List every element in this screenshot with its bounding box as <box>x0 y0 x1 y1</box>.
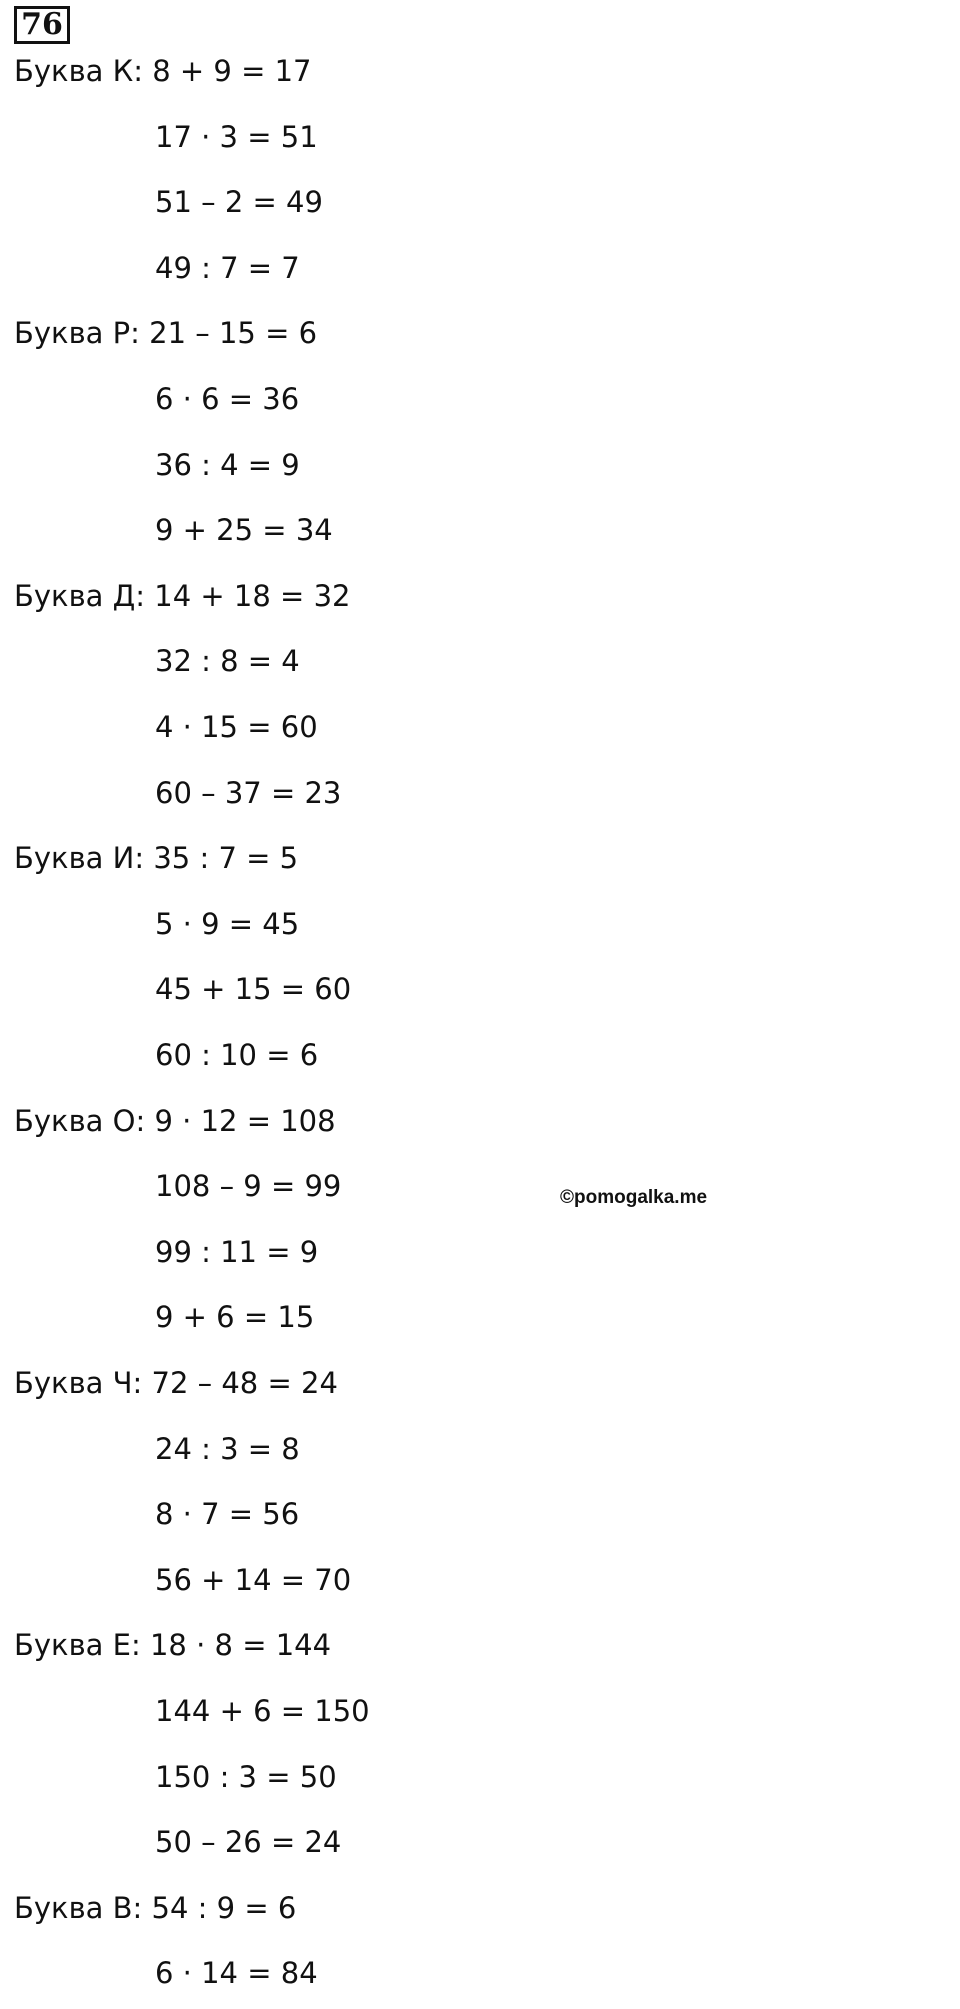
calculation-step: 32 : 8 = 4 <box>155 644 300 679</box>
calculation-step: 6 · 14 = 84 <box>155 1956 318 1991</box>
calculation-step: 24 : 3 = 8 <box>155 1431 300 1466</box>
letter-line: Буква В: 54 : 9 = 6 <box>14 1890 297 1925</box>
calculation-step: 60 – 37 = 23 <box>155 775 342 810</box>
letter-line: Буква Р: 21 – 15 = 6 <box>14 316 318 351</box>
calculation-step: 9 + 25 = 34 <box>155 513 333 548</box>
letter-line: Буква О: 9 · 12 = 108 <box>14 1103 336 1138</box>
calculation-step: 49 : 7 = 7 <box>155 250 300 285</box>
letter-line: Буква И: 35 : 7 = 5 <box>14 841 299 876</box>
calculation-step: 108 – 9 = 99 <box>155 1169 342 1204</box>
calculation-step: 36 : 4 = 9 <box>155 447 300 482</box>
task-number-box: 76 <box>14 6 70 44</box>
calculation-step: 50 – 26 = 24 <box>155 1825 342 1860</box>
calculation-step: 9 + 6 = 15 <box>155 1300 315 1335</box>
letter-line: Буква Ч: 72 – 48 = 24 <box>14 1366 338 1400</box>
calculation-step: 51 – 2 = 49 <box>155 185 323 220</box>
calculation-step: 144 + 6 = 150 <box>155 1694 370 1728</box>
calculation-step: 99 : 11 = 9 <box>155 1234 319 1269</box>
calculation-step: 150 : 3 = 50 <box>155 1759 337 1794</box>
calculation-step: 60 : 10 = 6 <box>155 1038 319 1072</box>
calculation-step: 17 · 3 = 51 <box>155 119 318 154</box>
letter-line: Буква Е: 18 · 8 = 144 <box>14 1628 332 1663</box>
calculation-step: 56 + 14 = 70 <box>155 1562 352 1597</box>
watermark: ©pomogalka.me <box>560 1187 708 1208</box>
letter-line: Буква Д: 14 + 18 = 32 <box>14 578 351 613</box>
calculation-step: 8 · 7 = 56 <box>155 1497 300 1532</box>
calculation-step: 6 · 6 = 36 <box>155 382 300 416</box>
letter-line: Буква К: 8 + 9 = 17 <box>14 54 312 88</box>
calculation-step: 45 + 15 = 60 <box>155 972 352 1007</box>
calculation-step: 4 · 15 = 60 <box>155 710 318 744</box>
calculation-step: 5 · 9 = 45 <box>155 906 300 941</box>
